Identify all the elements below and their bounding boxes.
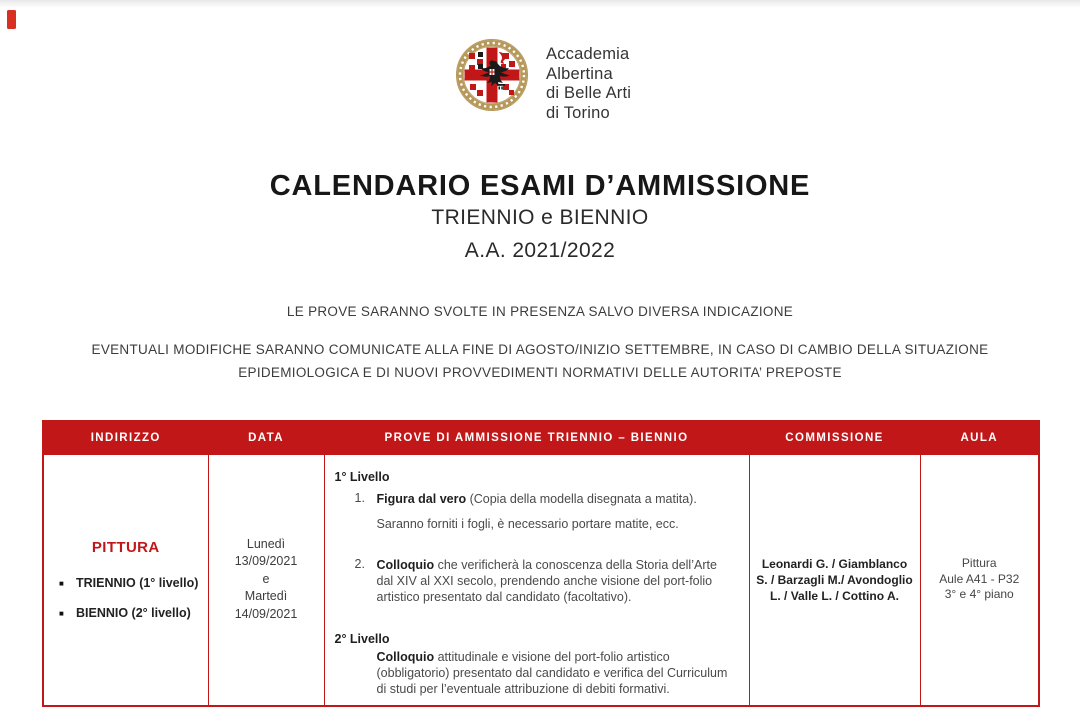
document-title: CALENDARIO ESAMI D’AMMISSIONE [269, 170, 811, 202]
header-prove: PROVE DI AMMISSIONE TRIENNIO – BIENNIO [324, 421, 749, 454]
cell-aula [920, 454, 1039, 706]
org-name-line: Accademia [546, 45, 630, 63]
course-level: TRIENNIO (1° livello) [76, 575, 199, 590]
date-line: Martedì [244, 589, 288, 604]
room-line: Aule A41 - P32 [939, 571, 1020, 586]
academic-year: A.A. 2021/2022 [464, 239, 616, 262]
item-rest: attitudinale e visione del port-folio artistico (obbligatorio) presentato dal candidato e verifica del Curriculum di studi per l’eventuale attribuzione di debiti formativi. [376, 649, 728, 696]
item-lead: Colloquio [376, 557, 435, 572]
calendar-table [42, 420, 1040, 707]
item-lead: Figura dal vero [376, 491, 467, 506]
accademia-crest-icon [455, 38, 529, 112]
cell-commissione [749, 454, 920, 706]
org-name-line: di Torino [546, 103, 610, 122]
date-line: Lunedì [246, 536, 286, 551]
item-number: 2. [354, 556, 365, 571]
corner-red-mark [7, 10, 16, 29]
commission-names: Leonardi G. / Giamblanco S. / Barzagli M./ Avondoglio L. / Valle L. / Cottino A. [756, 556, 913, 603]
bullet-square-icon: ■ [59, 578, 64, 588]
item-rest: (Copia della modella disegnata a matita). [466, 491, 697, 506]
room-line: 3° e 4° piano [944, 587, 1014, 602]
table-row-pittura [43, 454, 1039, 706]
level2-title: 2° Livello [334, 631, 390, 646]
notice-presence: LE PROVE SARANNO SVOLTE IN PRESENZA SALVO DIVERSA INDICAZIONE [286, 304, 794, 319]
header-commissione: COMMISSIONE [749, 421, 920, 454]
course-title: PITTURA [91, 538, 160, 556]
org-name-line: Albertina [546, 64, 613, 83]
brand-header [455, 38, 631, 123]
document-subtitle: TRIENNIO e BIENNIO [431, 206, 649, 229]
item-text [377, 491, 739, 507]
date-line: 14/09/2021 [234, 606, 298, 621]
org-name-line: di Belle Arti [546, 84, 632, 102]
cell-prove [324, 454, 749, 706]
org-name [546, 38, 631, 123]
header-aula: AULA [920, 421, 1039, 454]
notice-changes: EVENTUALI MODIFICHE SARANNO COMUNICATE ALLA FINE DI AGOSTO/INIZIO SETTEMBRE, IN CASO DI CAMBIO DELLA SITUAZIONE EPIDEMIOLOGICA E DI NUOVI PROVVEDIMENTI NORMATIVI DELLE AUTORITA’ PREPOSTE [91, 342, 989, 380]
date-line: 13/09/2021 [234, 554, 298, 569]
level2-text [377, 649, 739, 697]
level1-title: 1° Livello [334, 469, 390, 484]
exam-item-1 [355, 491, 739, 507]
list-item [44, 576, 208, 591]
cell-indirizzo [43, 454, 208, 706]
exam-item-2 [355, 557, 739, 605]
page-top-shadow [0, 0, 1080, 8]
room-line: Pittura [961, 556, 997, 571]
item-text [377, 557, 739, 605]
header-data: DATA [208, 421, 324, 454]
item-note: Saranno forniti i fogli, è necessario portare matite, ecc. [376, 516, 679, 531]
item-number: 1. [354, 490, 365, 505]
list-item [44, 606, 208, 621]
date-line: e [262, 571, 270, 586]
bullet-square-icon: ■ [59, 608, 64, 618]
item-lead: Colloquio [376, 649, 435, 664]
table-header-row [43, 421, 1039, 454]
cell-data [208, 454, 324, 706]
course-level: BIENNIO (2° livello) [76, 605, 191, 620]
header-indirizzo: INDIRIZZO [43, 421, 208, 454]
item-rest: che verificherà la conoscenza della Storia dell’Arte dal XIV al XXI secolo, prendendo anche visione del port-folio artistico presentato dal candidato (facoltativo). [376, 557, 717, 604]
